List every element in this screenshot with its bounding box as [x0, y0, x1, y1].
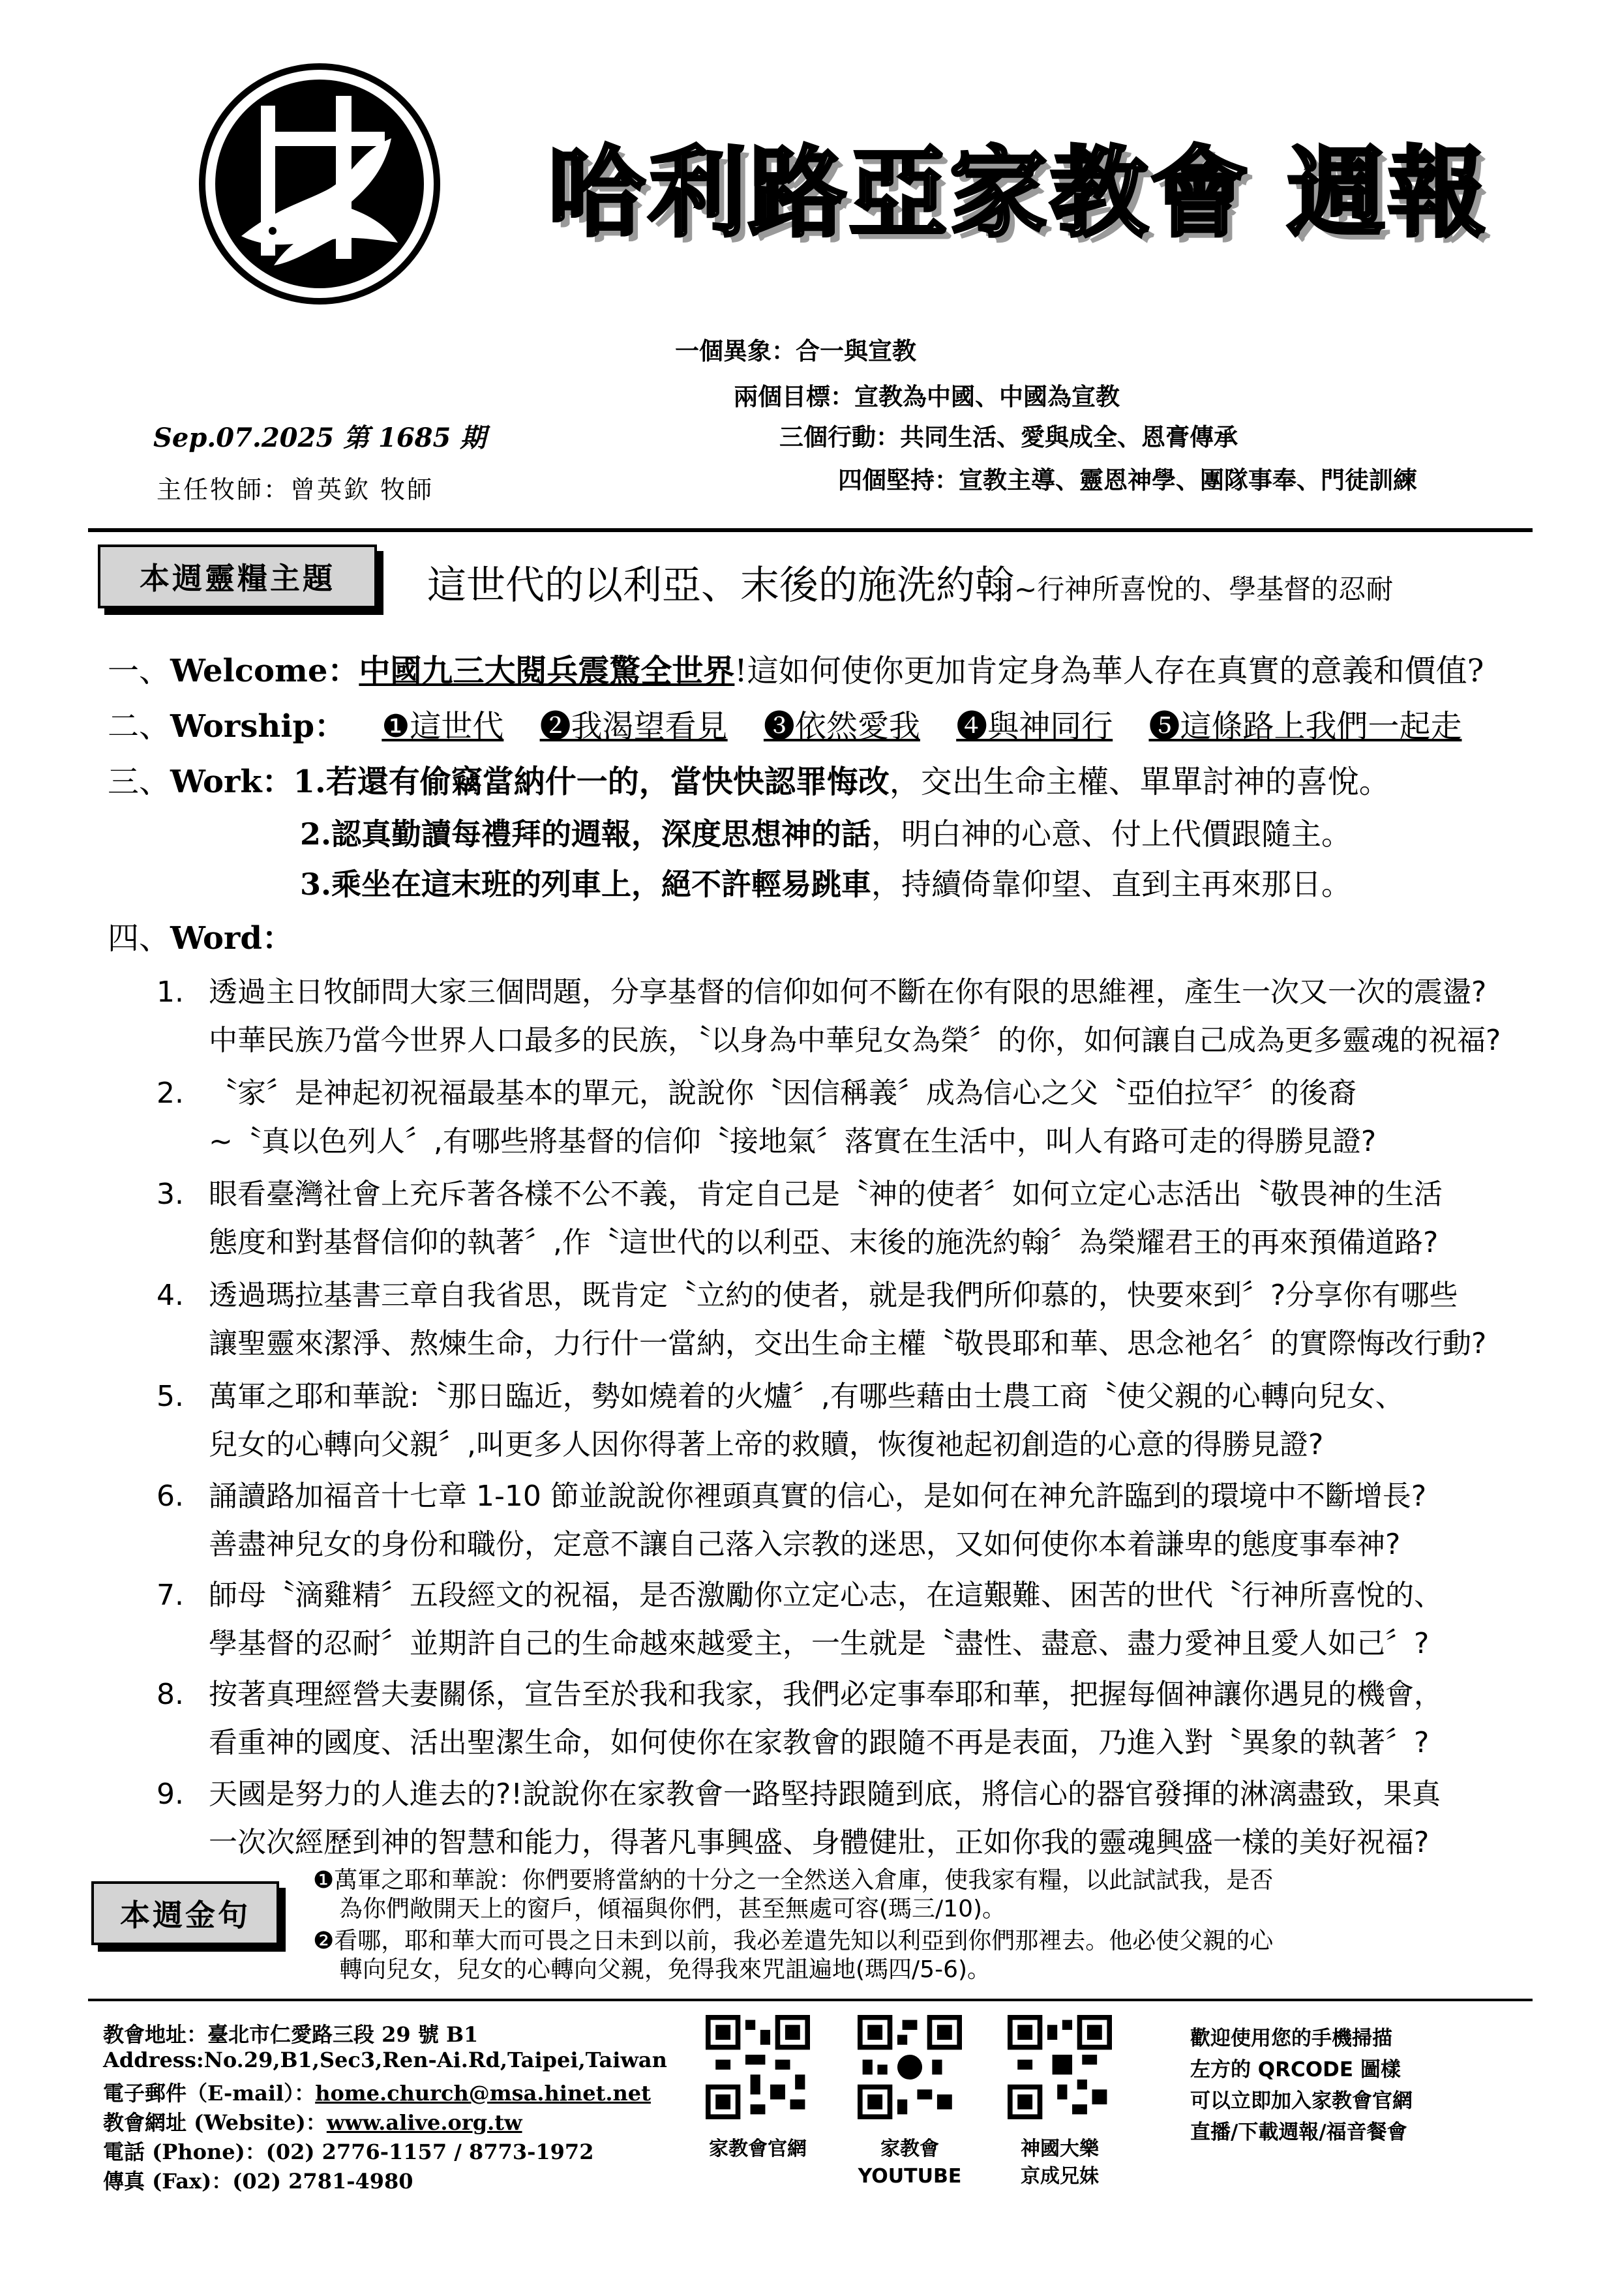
scan-note-3: 可以立即加入家教會官網 [1190, 2089, 1413, 2113]
scan-note-1: 歡迎使用您的手機掃描 [1190, 2027, 1392, 2050]
work-item-2: 2.認真勤讀每禮拜的週報，深度思想神的話，明白神的心意、付上代價跟隨主。 [300, 816, 1352, 852]
section-word: 四、Word： [108, 920, 293, 957]
section-work: 三、Work：1.若還有偷竊當納什一的，當快快認罪悔改，交出生命主權、單單討神的喜悅。 [108, 764, 1390, 800]
website-line: 教會網址 (Website)：www.alive.org.tw [103, 2110, 522, 2135]
song-3: ❸依然愛我 [763, 708, 920, 745]
footer-rule [88, 1999, 1533, 2001]
motto-persistence: 四個堅持：宣教主導、靈恩神學、團隊事奉、門徒訓練 [838, 466, 1417, 494]
welcome-highlight: 中國九三大閱兵震驚全世界 [359, 653, 735, 689]
verse-2: ❷看哪，耶和華大而可畏之日未到以前，我必差遣先知以利亞到你們那裡去。他必使父親的心 轉向兒女，兒女的心轉向父親，免得我來咒詛遍地(瑪四/5-6)。 [313, 1928, 1274, 1983]
scan-note-4: 直播/下載週報/福音餐會 [1190, 2121, 1407, 2144]
section-worship: 二、Worship： ❶這世代 ❷我渴望看見 ❸依然愛我 ❹與神同行 ❺這條路上我們一起走 [108, 708, 1462, 745]
song-4: ❹與神同行 [956, 708, 1113, 745]
work-item-3: 3.乘坐在這末班的列車上，絕不許輕易跳車，持續倚靠仰望、直到主再來那日。 [300, 867, 1352, 902]
qr-code-youtube-icon[interactable] [858, 2015, 962, 2119]
work-item-1-bold: 1.若還有偷竊當納什一的，當快快認罪悔改 [293, 764, 890, 800]
email-link[interactable]: home.church@msa.hinet.net [315, 2081, 651, 2106]
motto-actions: 三個行動：共同生活、愛與成全、恩膏傳承 [779, 423, 1238, 451]
theme-main: 這世代的以利亞、末後的施洗約翰 [427, 563, 1014, 608]
work-item-1-rest: ，交出生命主權、單單討神的喜悅。 [889, 764, 1390, 800]
song-1: ❶這世代 [382, 708, 504, 745]
website-link[interactable]: www.alive.org.tw [326, 2110, 522, 2135]
church-logo [196, 60, 443, 308]
email-line: 電子郵件（E-mail）：home.church@msa.hinet.net [103, 2081, 651, 2106]
qr-caption-website: 家教會官網 [709, 2138, 807, 2160]
motto-vision: 一個異象：合一與宣教 [675, 337, 916, 365]
verse-label: 本週金句 [91, 1881, 279, 1945]
theme-sub: ~行神所喜悅的、學基督的忍耐 [1014, 573, 1394, 605]
qr-caption-music: 神國大樂 京成兄妹 [1021, 2138, 1099, 2188]
verse-1: ❶萬軍之耶和華說：你們要將當納的十分之一全然送入倉庫，使我家有糧，以此試試我，是否 為你們敞開天上的窗戶，傾福與你們，甚至無處可容(瑪三/10)。 [313, 1867, 1274, 1922]
header-rule [88, 528, 1533, 532]
qr-caption-youtube: 家教會 YOUTUBE [858, 2138, 962, 2188]
address-en: Address:No.29,B1,Sec3,Ren-Ai.Rd,Taipei,Taiwan [103, 2048, 667, 2072]
weekly-theme [427, 554, 1393, 610]
phone: 電話 (Phone)：(02) 2776-1157 / 8773-1972 [103, 2139, 594, 2164]
fax: 傳真 (Fax)：(02) 2781-4980 [103, 2169, 413, 2194]
senior-pastor: 主任牧師：曾英欽 牧師 [157, 475, 434, 504]
song-2: ❷我渴望看見 [539, 708, 728, 745]
address-zh: 教會地址：臺北市仁愛路三段 29 號 B1 [103, 2022, 479, 2047]
song-5: ❺這條路上我們一起走 [1148, 708, 1462, 745]
motto-goals: 兩個目標：宣教為中國、中國為宣教 [734, 383, 1120, 411]
qr-code-website-icon[interactable] [706, 2015, 810, 2119]
theme-label: 本週靈糧主題 [98, 544, 377, 608]
section-welcome: 一、Welcome：中國九三大閱兵震驚全世界!這如何使你更加肯定身為華人存在真實的意義和價值? [108, 653, 1484, 689]
bulletin-title: 哈利路亞家教會 週報 [548, 137, 1489, 250]
qr-code-music-icon[interactable] [1008, 2015, 1112, 2119]
issue-number: Sep.07.2025 第 1685 期 [153, 423, 487, 453]
scan-note-2: 左方的 QRCODE 圖樣 [1190, 2058, 1401, 2081]
